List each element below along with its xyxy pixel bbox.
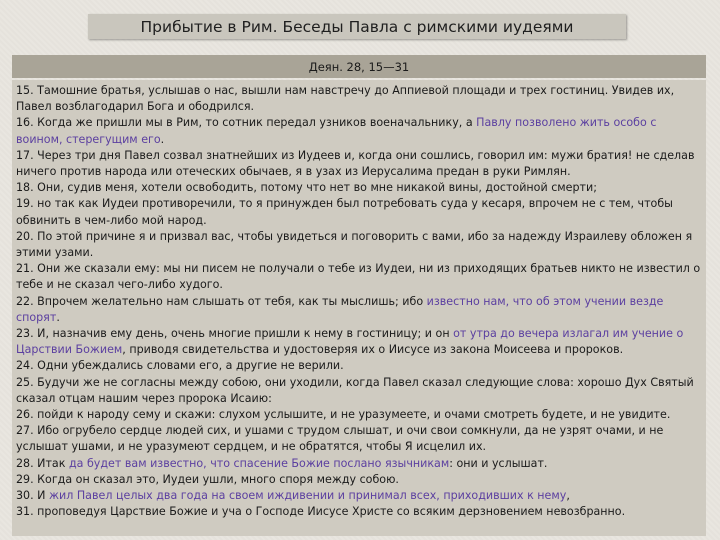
verse-text: 25. Будучи же не согласны между собою, они уходили, когда Павел сказал следующие слова: хорошо Дух Святый сказал отцам нашим через пророка Исаию: (16, 375, 694, 405)
verse (16, 488, 702, 504)
verse (16, 229, 702, 261)
verse (16, 326, 702, 358)
verse (16, 504, 702, 520)
verse-text: 18. Они, судив меня, хотели освободить, потому что нет во мне никакой вины, достойной смерти; (16, 181, 597, 195)
verse-text: 19. но так как Иудеи противоречили, то я принужден был потребовать суда у кесаря, впрочем не с тем, чтобы обвинить в чем-либо мой народ. (16, 197, 673, 227)
verse-text: 22. Впрочем желательно нам слышать от тебя, как ты мыслишь; ибо (16, 294, 427, 308)
verse-highlight: известно нам, что об этом учении везде спорят (16, 294, 664, 324)
verse-text: 23. И, назначив ему день, очень многие пришли к нему в гостиницу; и он (16, 327, 454, 341)
verse-text: 21. Они же сказали ему: мы ни писем не получали о тебе из Иудеи, ни из приходящих братьев никто не известил о тебе и не сказал чего-либо худого. (16, 262, 701, 292)
verse (16, 180, 702, 196)
verse-highlight: Павлу позволено жить особо с воином, стерегущим его (16, 116, 657, 146)
verse (16, 375, 702, 407)
verse-highlight: от утра до вечера излагал им учение о Царствии Божием (16, 327, 684, 357)
verse (16, 456, 702, 472)
verse-text: 16. Когда же пришли мы в Рим, то сотник передал узников военачальнику, а (16, 116, 477, 130)
verse (16, 423, 702, 455)
verse (16, 294, 702, 326)
verse (16, 358, 702, 374)
verse-text: 26. пойди к народу сему и скажи: слухом услышите, и не уразумеете, и очами смотреть будете, и не увидите. (16, 408, 671, 422)
verse-text: : они и услышат. (449, 456, 548, 470)
verse-text: 31. проповедуя Царствие Божие и уча о Господе Иисусе Христе со всяким дерзновением невозбранно. (16, 505, 626, 519)
verse-text: 17. Через три дня Павел созвал знатнейших из Иудеев и, когда они сошлись, говорил им: мужи братия! не сделав ничего против народа или отеческих обычаев, я в узах из Иерусалима предан в руки Римлян. (16, 148, 695, 179)
verse-text: 28. Итак (16, 456, 69, 470)
verse-text: , приводя свидетельства и удостоверяя их о Иисусе из закона Моисеева и пророков. (122, 343, 624, 357)
verse-highlight: жил Павел целых два года на своем иждивении и принимал всех, приходивших к нему (49, 489, 567, 503)
verse-text: 30. И (16, 489, 49, 503)
verse-text: 20. По этой причине я и призвал вас, чтобы увидеться и поговорить с вами, ибо за надежду Израилеву обложен я этими узами. (16, 229, 693, 260)
verse (16, 83, 702, 115)
verse-text: 29. Когда он сказал это, Иудеи ушли, много споря между собою. (16, 472, 399, 486)
verse (16, 115, 702, 147)
scripture-reference (12, 55, 706, 78)
verse-text: . (160, 132, 165, 146)
scripture-text-panel (12, 80, 706, 536)
verse (16, 196, 702, 228)
verse (16, 261, 702, 293)
verse (16, 148, 702, 180)
verse-text: . (56, 310, 60, 324)
verse-text: 15. Тамошние братья, услышав о нас, вышли нам навстречу до Аппиевой площади и трех гостиниц. Увидев их, Павел возблагодарил Бога и ободрился. (16, 84, 675, 114)
verse-text: 27. Ибо огрубело сердце людей сих, и ушами с трудом слышат, и очи свои сомкнули, да не узрят очами, и не услышат ушами, и не уразумеют сердцем, и не обратятся, чтобы Я исцелил их. (16, 424, 664, 454)
verse-text: , (566, 489, 570, 503)
verse-text: 24. Одни убеждались словами его, а другие не верили. (16, 359, 344, 373)
slide-title-text: Прибытие в Рим. Беседы Павла с римскими иудеями (140, 17, 574, 36)
verse-highlight: да будет вам известно, что спасение Божие послано язычникам (68, 456, 450, 470)
verse (16, 407, 702, 423)
scripture-reference-text: Деян. 28, 15—31 (308, 59, 410, 74)
verse (16, 472, 702, 488)
slide-title (88, 14, 626, 39)
